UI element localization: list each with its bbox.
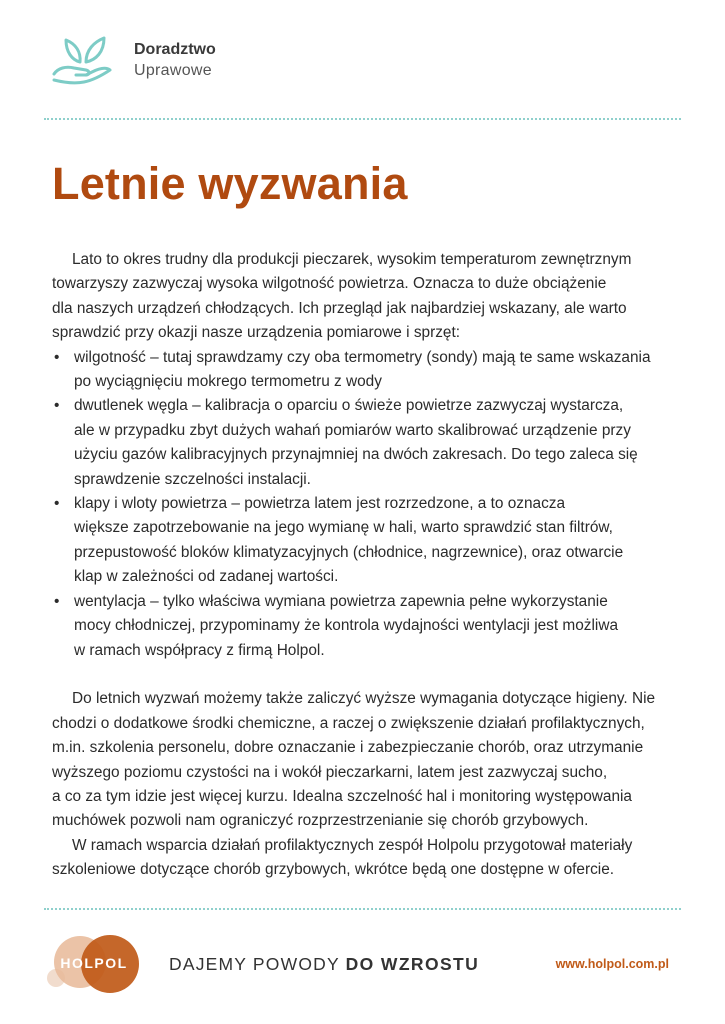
logo-text: HOLPOL — [60, 955, 128, 971]
paragraph-spacer — [52, 663, 677, 687]
list-item: • dwutlenek węgla – kalibracja o oparciu o świeże powietrze zazwyczaj wystarcza, ale w przypadku zbyt dużych wahań pomiarów warto skalibrować urządzenie przy użyciu gazów kalibracyjnych przynajmniej na dwóch zakresach. Do tego zaleca się sprawdzenie szczelności instalacji. — [52, 394, 677, 492]
intro-line: sprawdzić przy okazji nasze urządzenia pomiarowe i sprzęt: — [52, 324, 461, 342]
list-item: • wilgotność – tutaj sprawdzamy czy oba termometry (sondy) mają te same wskazania po wyciągnięciu mokrego termometru z wody — [52, 346, 677, 395]
intro-line: Lato to okres trudny dla produkcji pieczarek, wysokim temperaturom zewnętrznym — [72, 251, 632, 268]
brand-name — [134, 40, 216, 82]
bullet-icon: • — [54, 592, 60, 610]
page-footer — [44, 928, 681, 996]
website-link[interactable]: www.holpol.com.pl — [555, 957, 669, 971]
checklist — [52, 346, 677, 663]
hygiene-paragraph: Do letnich wyzwań możemy także zaliczyć wyższe wymagania dotyczące higieny. Nie chodzi o dodatkowe środki chemiczne, a raczej o zwiększenie działań profilaktycznych, m.in. szkolenia personelu, dobre oznaczanie i zabezpieczanie chorób, oraz utrzymanie wyższego poziomu czystości na i wokół pieczarkarni, latem jest zazwyczaj sucho, a co za tym idzie jest więcej kurzu. Idealna szczelność hal i monitoring występowania muchówek pozwoli nam ograniczyć rozprzestrzenianie się chorób grzybowych. — [52, 690, 656, 830]
support-paragraph: W ramach wsparcia działań profilaktycznych zespół Holpolu przygotował materiały szkoleniowe dotyczące chorób grzybowych, wkrótce będą one dostępne w ofercie. — [52, 836, 633, 879]
page-header — [52, 36, 672, 86]
bullet-icon: • — [54, 348, 60, 366]
brand-line-2: Uprawowe — [134, 62, 212, 79]
hand-with-leaves-icon — [52, 36, 112, 86]
list-item: • wentylacja – tylko właściwa wymiana powietrza zapewnia pełne wykorzystanie mocy chłodniczej, przypominamy że kontrola wydajności wentylacji jest możliwa w ramach współpracy z firmą Holpol. — [52, 590, 677, 663]
bullet-icon: • — [54, 397, 60, 415]
tagline: DAJEMY POWODY DO WZROSTU — [169, 954, 480, 974]
page-title: Letnie wyzwania — [52, 158, 408, 209]
article-body — [52, 248, 677, 883]
top-divider — [44, 118, 681, 120]
bottom-divider — [44, 908, 681, 910]
holpol-logo — [44, 928, 144, 996]
bullet-icon: • — [54, 495, 60, 513]
intro-line: towarzyszy zazwyczaj wysoka wilgotność powietrza. Oznacza to duże obciążenie — [52, 275, 607, 293]
intro-paragraph — [52, 248, 677, 346]
intro-line: dla naszych urządzeń chłodzących. Ich przegląd jak najbardziej wskazany, ale warto — [52, 299, 627, 317]
list-item: • klapy i wloty powietrza – powietrza latem jest rozrzedzone, a to oznacza większe zapotrzebowanie na jego wymianę w hali, warto sprawdzić stan filtrów, przepustowość bloków klimatyzacyjnych (chłodnice, nagrzewnice), oraz otwarcie klap w zależności od zadanej wartości. — [52, 492, 677, 590]
brand-line-1: Doradztwo — [134, 41, 216, 58]
